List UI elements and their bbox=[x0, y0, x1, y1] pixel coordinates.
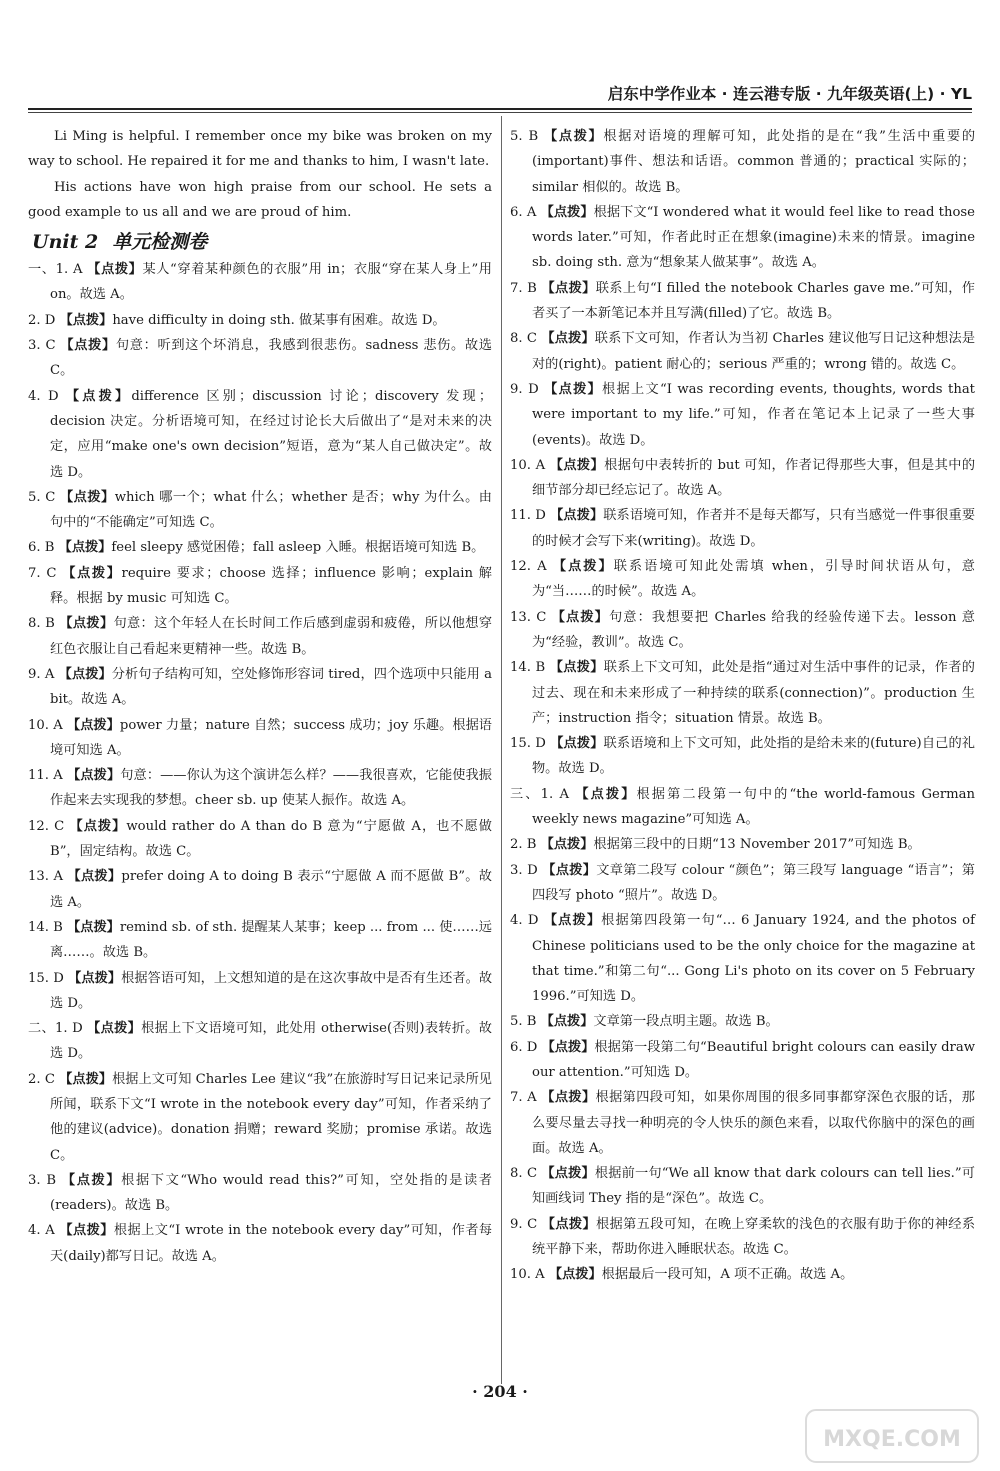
answer-number: 10. A bbox=[510, 457, 546, 473]
answer-item bbox=[28, 485, 492, 536]
hint-tag: 【点拨】 bbox=[541, 1090, 596, 1106]
hint-tag: 【点拨】 bbox=[67, 768, 121, 784]
hint-tag: 【点拨】 bbox=[59, 616, 114, 632]
answer-explanation: 根据第一段第二句“Beautiful bright colours can easily draw our attention.”可知选 D。 bbox=[532, 1039, 975, 1080]
answer-explanation: 联系语境可知，作者并不是每天都写，只有当感觉一件事很重要的时候才会写下来(writing)。故选 D。 bbox=[532, 508, 976, 549]
answer-number: 2. D bbox=[28, 312, 56, 328]
hint-tag: 【点拨】 bbox=[541, 1039, 595, 1055]
answer-explanation: 联系语境可知此处需填 when，引导时间状语从句，意为“当……的时候”。故选 A。 bbox=[532, 559, 975, 600]
answer-explanation: 根据对语境的理解可知，此处指的是在“我”生活中重要的(important)事件、想法和话语。common 普通的；practical 实际的；similar 相似的。故选 B。 bbox=[532, 129, 976, 195]
answer-number: 15. D bbox=[28, 970, 64, 986]
answer-number: 3. D bbox=[510, 862, 538, 878]
answer-explanation: 根据前一句“We all know that dark colours can tell lies.”可知画线词 They 指的是“深色”。故选 C。 bbox=[532, 1166, 975, 1207]
answer-number: 14. B bbox=[28, 919, 63, 935]
answer-item bbox=[510, 858, 975, 909]
hint-tag: 【点拨】 bbox=[543, 913, 602, 929]
answer-number: 三、1. A bbox=[510, 786, 569, 802]
answer-item bbox=[28, 535, 492, 560]
answer-number: 5. C bbox=[28, 489, 56, 505]
hint-tag: 【点拨】 bbox=[548, 1267, 602, 1283]
answer-explanation: 根据上下文语境可知，此处用 otherwise(否则)表转折。故选 D。 bbox=[50, 1021, 492, 1062]
answer-item bbox=[28, 1168, 492, 1219]
answer-item bbox=[510, 200, 975, 276]
answer-explanation: power 力量；nature 自然；success 成功；joy 乐趣。根据语境可知选 A。 bbox=[50, 717, 492, 758]
answer-number: 7. A bbox=[510, 1090, 537, 1106]
answer-item bbox=[510, 554, 975, 605]
hint-tag: 【点拨】 bbox=[541, 331, 595, 347]
answer-item bbox=[510, 1009, 975, 1034]
hint-tag: 【点拨】 bbox=[541, 1216, 596, 1232]
hint-tag: 【点拨】 bbox=[541, 280, 596, 296]
answer-number: 5. B bbox=[510, 1014, 537, 1030]
answer-number: 10. A bbox=[28, 717, 63, 733]
hint-tag: 【点拨】 bbox=[69, 818, 127, 834]
hint-tag: 【点拨】 bbox=[67, 869, 122, 885]
watermark-text: MXQE.COM bbox=[823, 1427, 961, 1452]
answer-item bbox=[510, 124, 975, 200]
unit-subtitle: 单元检测卷 bbox=[112, 231, 208, 254]
answer-explanation: prefer doing A to doing B 表示“宁愿做 A 而不愿做 B”。故选 A。 bbox=[50, 869, 492, 910]
answer-item bbox=[28, 864, 492, 915]
answer-number: 8. C bbox=[510, 1166, 538, 1182]
answer-item bbox=[28, 713, 492, 764]
column-divider bbox=[501, 116, 502, 1384]
answer-item bbox=[510, 276, 975, 327]
answer-explanation: 根据答语可知，上文想知道的是在这次事故中是否有生还者。故选 D。 bbox=[50, 970, 493, 1011]
hint-tag: 【点拨】 bbox=[540, 204, 594, 220]
hint-tag: 【点拨】 bbox=[544, 129, 604, 144]
hint-tag: 【点拨】 bbox=[550, 736, 604, 752]
hint-tag: 【点拨】 bbox=[540, 837, 594, 853]
hint-tag: 【点拨】 bbox=[61, 1172, 122, 1188]
intro-paragraph-1: Li Ming is helpful. I remember once my bike was broken on my way to school. He repaired it for me and thanks to him, I wasn't late. bbox=[28, 129, 492, 170]
answer-number: 8. B bbox=[28, 616, 55, 632]
answer-number: 9. A bbox=[28, 666, 55, 682]
hint-tag: 【点拨】 bbox=[544, 381, 603, 397]
unit-heading bbox=[32, 227, 492, 257]
answer-number: 9. C bbox=[510, 1216, 538, 1232]
answer-item bbox=[510, 326, 975, 377]
hint-tag: 【点拨】 bbox=[541, 1166, 595, 1182]
answer-item bbox=[28, 1067, 492, 1168]
answer-item bbox=[28, 814, 492, 865]
answer-number: 一、1. A bbox=[28, 262, 83, 278]
answer-number: 3. B bbox=[28, 1172, 57, 1188]
header-rule bbox=[28, 108, 972, 110]
header-rule-thin bbox=[28, 112, 972, 113]
answer-number: 15. D bbox=[510, 736, 546, 752]
answer-explanation: 句意：我想要把 Charles 给我的经验传递下去。lesson 意为“经验，教训”。故选 C。 bbox=[532, 609, 975, 650]
answer-item bbox=[510, 1212, 975, 1263]
hint-tag: 【点拨】 bbox=[66, 717, 120, 733]
answer-item bbox=[510, 832, 975, 857]
answer-explanation: 根据第三段中的日期“13 November 2017”可知选 B。 bbox=[593, 837, 921, 853]
answer-explanation: feel sleepy 感觉困倦；fall asleep 入睡。根据语境可知选 B。 bbox=[111, 540, 485, 556]
hint-tag: 【点拨】 bbox=[62, 565, 122, 581]
hint-tag: 【点拨】 bbox=[58, 540, 112, 556]
answer-explanation: remind sb. of sth. 提醒某人某事；keep ... from ... 使……远离……。故选 B。 bbox=[50, 919, 492, 961]
hint-tag: 【点拨】 bbox=[59, 312, 113, 328]
answer-explanation: 文章第二段写 colour “颜色”；第三段写 language “语言”；第四段写 photo “照片”。故选 D。 bbox=[532, 862, 975, 903]
answer-number: 6. B bbox=[28, 540, 55, 556]
hint-tag: 【点拨】 bbox=[60, 489, 115, 505]
answer-item bbox=[28, 384, 492, 485]
answer-explanation: 句意：听到这个坏消息，我感到很悲伤。sadness 悲伤。故选 C。 bbox=[50, 338, 492, 379]
hint-tag: 【点拨】 bbox=[87, 1021, 142, 1037]
hint-tag: 【点拨】 bbox=[59, 1071, 113, 1087]
unit-name: Unit 2 bbox=[32, 231, 99, 254]
answer-explanation: 根据上文可知 Charles Lee 建议“我”在旅游时写日记来记录所见所闻，联系下文“I wrote in the notebook every day”可知，作者采纳了他的建议(advice)。donation 捐赠；reward 奖励；promise 承诺。故选 C。 bbox=[50, 1071, 492, 1163]
answer-explanation: 联系下文可知，作者认为当初 Charles 建议他写日记这种想法是对的(right)。patient 耐心的；serious 严重的；wrong 错的。故选 C。 bbox=[532, 331, 976, 372]
page-header: 启东中学作业本 · 连云港专版 · 九年级英语(上) · YL bbox=[607, 85, 972, 103]
answer-number: 二、1. D bbox=[28, 1021, 83, 1037]
answer-number: 6. A bbox=[510, 204, 537, 220]
answer-item bbox=[510, 377, 975, 453]
right-answer-list bbox=[510, 124, 975, 1288]
answer-item bbox=[28, 257, 492, 308]
answer-item bbox=[510, 1035, 975, 1086]
hint-tag: 【点拨】 bbox=[549, 457, 605, 473]
hint-tag: 【点拨】 bbox=[67, 919, 120, 935]
answer-item bbox=[28, 915, 492, 966]
answer-number: 11. A bbox=[28, 768, 63, 784]
answer-item bbox=[28, 763, 492, 814]
answer-explanation: 根据第四段第一句“… 6 January 1924, and the photos of Chinese politicians used to be the only choice for the magazine at that time.”和第二句“... Gong Li's photo on its cover on 5 February 1996.”可知选 D。 bbox=[532, 913, 976, 1005]
answer-number: 4. A bbox=[28, 1223, 55, 1239]
answer-item bbox=[510, 1262, 975, 1287]
answer-number: 8. C bbox=[510, 331, 538, 347]
hint-tag: 【点拨】 bbox=[575, 786, 637, 802]
hint-tag: 【点拨】 bbox=[68, 970, 122, 986]
hint-tag: 【点拨】 bbox=[549, 660, 604, 676]
watermark-logo bbox=[802, 1406, 982, 1466]
answer-explanation: 句意：——你认为这个演讲怎么样？——我很喜欢，它能使我振作起来去实现我的梦想。cheer sb. up 使某人振作。故选 A。 bbox=[50, 768, 492, 809]
answer-number: 14. B bbox=[510, 660, 546, 676]
answer-item bbox=[510, 908, 975, 1009]
answer-number: 10. A bbox=[510, 1267, 545, 1283]
answer-item bbox=[28, 1218, 492, 1269]
answer-number: 4. D bbox=[28, 388, 59, 404]
answer-item bbox=[510, 655, 975, 731]
hint-tag: 【点拨】 bbox=[551, 609, 609, 625]
answer-item bbox=[510, 782, 975, 833]
hint-tag: 【点拨】 bbox=[58, 666, 112, 682]
answer-item bbox=[28, 611, 492, 662]
answer-number: 13. C bbox=[510, 609, 547, 625]
answer-explanation: 文章第一段点明主题。故选 B。 bbox=[593, 1014, 779, 1030]
intro-paragraph-2: His actions have won high praise from our school. He sets a good example to us all and we are proud of him. bbox=[28, 179, 492, 220]
answer-item bbox=[510, 731, 975, 782]
answer-item bbox=[510, 605, 975, 656]
answer-number: 5. B bbox=[510, 129, 539, 144]
answer-number: 7. C bbox=[28, 565, 57, 581]
hint-tag: 【点拨】 bbox=[542, 862, 597, 878]
answer-explanation: 某人“穿着某种颜色的衣服”用 in；衣服“穿在某人身上”用 on。故选 A。 bbox=[50, 262, 492, 303]
answer-explanation: 根据上文“I wrote in the notebook every day”可知，作者每天(daily)都写日记。故选 A。 bbox=[50, 1223, 493, 1264]
answer-explanation: 根据第五段可知，在晚上穿柔软的浅色的衣服有助于你的神经系统平静下来，帮助你进入睡眠状态。故选 C。 bbox=[532, 1216, 976, 1258]
hint-tag: 【点拨】 bbox=[552, 559, 614, 575]
answer-item bbox=[510, 453, 975, 504]
answer-number: 4. D bbox=[510, 913, 539, 929]
hint-tag: 【点拨】 bbox=[60, 338, 116, 354]
answer-number: 7. B bbox=[510, 280, 537, 296]
left-column bbox=[28, 124, 492, 1269]
answer-number: 2. C bbox=[28, 1071, 55, 1087]
hint-tag: 【点拨】 bbox=[550, 508, 604, 524]
answer-explanation: would rather do A than do B 意为“宁愿做 A，也不愿做 B”，固定结构。故选 C。 bbox=[50, 818, 492, 860]
answer-item bbox=[510, 503, 975, 554]
answer-explanation: difference 区别；discussion 讨论；discovery 发现；decision 决定。分析语境可知，在经过讨论长大后做出了“是对未来的决定，应用“make one's own decision”短语，意为“某人自己做决定”。故选 D。 bbox=[50, 388, 493, 480]
answer-explanation: 联系语境和上下文可知，此处指的是给未来的(future)自己的礼物。故选 D。 bbox=[532, 736, 975, 777]
answer-item bbox=[28, 333, 492, 384]
answer-number: 11. D bbox=[510, 508, 546, 524]
answer-explanation: 根据句中表转折的 but 可知，作者记得那些大事，但是其中的细节部分却已经忘记了。故选 A。 bbox=[532, 457, 976, 499]
hint-tag: 【点拨】 bbox=[540, 1014, 594, 1030]
answer-number: 9. D bbox=[510, 381, 539, 397]
page-number: · 204 · bbox=[472, 1382, 528, 1401]
answer-number: 6. D bbox=[510, 1039, 538, 1055]
answer-explanation: 根据第四段可知，如果你周围的很多同事都穿深色衣服的话，那么要尽量去寻找一种明亮的令人快乐的颜色来看，以取代你脑中的深色的画面。故选 A。 bbox=[532, 1090, 975, 1156]
answer-explanation: 句意：这个年轻人在长时间工作后感到虚弱和疲倦，所以他想穿红色衣服让自己看起来更精神一些。故选 B。 bbox=[50, 616, 493, 657]
answer-explanation: 联系上句“I filled the notebook Charles gave me.”可知，作者买了一本新笔记本并且写满(filled)了它。故选 B。 bbox=[532, 280, 975, 322]
hint-tag: 【点拨】 bbox=[59, 1223, 114, 1239]
answer-explanation: which 哪一个；what 什么；whether 是否；why 为什么。由句中的“不能确定”可知选 C。 bbox=[50, 489, 492, 531]
answer-item bbox=[28, 1016, 492, 1067]
answer-explanation: require 要求；choose 选择；influence 影响；explain 解释。根据 by music 可知选 C。 bbox=[50, 565, 492, 607]
right-column bbox=[510, 124, 975, 1288]
answer-number: 12. A bbox=[510, 559, 547, 575]
left-answer-list bbox=[28, 257, 492, 1269]
answer-number: 12. C bbox=[28, 818, 65, 834]
answer-number: 3. C bbox=[28, 338, 56, 354]
answer-explanation: 联系上下文可知，此处是指“通过对生活中事件的记录，作者的过去、现在和未来形成了一种持续的联系(connection)”。production 生产；instruction 指令；situation 情景。故选 B。 bbox=[532, 660, 975, 726]
answer-explanation: 根据第二段第一句中的“the world-famous German weekly news magazine”可知选 A。 bbox=[532, 786, 975, 828]
hint-tag: 【点拨】 bbox=[87, 262, 143, 278]
hint-tag: 【点拨】 bbox=[65, 388, 132, 404]
answer-item bbox=[28, 662, 492, 713]
answer-explanation: 根据上文“I was recording events, thoughts, words that were important to my life.”可知，作者在笔记本上记录了一些大事(events)。故选 D。 bbox=[532, 381, 975, 448]
answer-explanation: 根据下文“I wondered what it would feel like to read those words later.”可知，作者此时正在想象(imagine)未来的情景。imagine sb. doing sth. 意为“想象某人做某事”。故选 A。 bbox=[532, 204, 975, 271]
answer-explanation: 根据最后一段可知，A 项不正确。故选 A。 bbox=[601, 1267, 854, 1283]
answer-explanation: have difficulty in doing sth. 做某事有困难。故选 D。 bbox=[112, 312, 446, 328]
answer-item bbox=[28, 561, 492, 612]
answer-item bbox=[28, 308, 492, 333]
answer-explanation: 分析句子结构可知，空处修饰形容词 tired，四个选项中只能用 a bit。故选 A。 bbox=[50, 666, 493, 708]
answer-item bbox=[510, 1085, 975, 1161]
answer-explanation: 根据下文“Who would read this?”可知，空处指的是读者(readers)。故选 B。 bbox=[50, 1172, 492, 1214]
answer-item bbox=[28, 966, 492, 1017]
answer-item bbox=[510, 1161, 975, 1212]
answer-number: 2. B bbox=[510, 837, 537, 853]
answer-number: 13. A bbox=[28, 869, 63, 885]
